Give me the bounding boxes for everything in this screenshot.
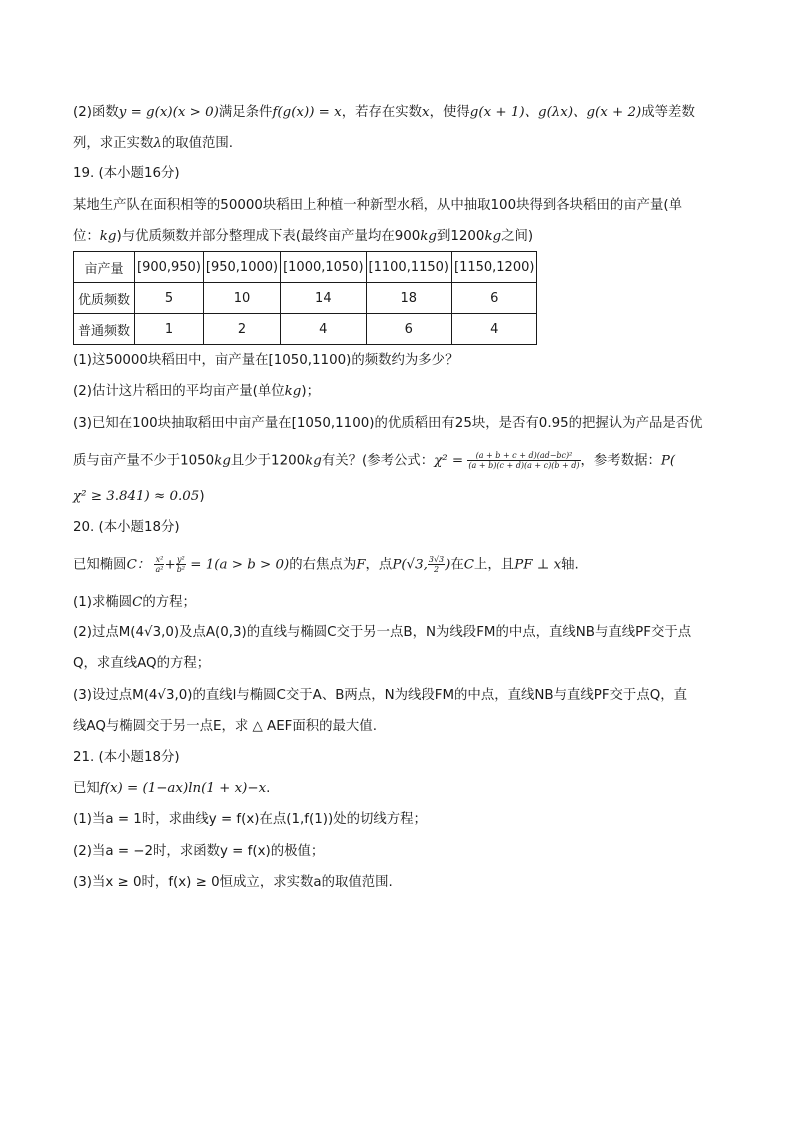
math: +: [164, 557, 176, 573]
text: ，使得: [429, 105, 470, 120]
chi-square-formula: [467, 451, 580, 470]
text: 有关？(参考公式：: [321, 453, 435, 469]
math: kg: [99, 229, 117, 244]
q18-part2-line2: [73, 135, 233, 153]
math: F: [356, 557, 366, 573]
q21-part2: (2)当a = −2时，求函数y = f(x)的极值；: [73, 844, 325, 859]
q19-intro-line1: 某地生产队在面积相等的50000块稻田上种植一种新型水稻，从中抽取100块得到各块稻田的亩产量(单: [73, 198, 683, 213]
math: PF ⊥ x: [514, 557, 562, 573]
text: ，点: [365, 557, 393, 573]
q19-part3-line1: (3)已知在100块抽取稻田中亩产量在[1050,1100)的优质稻田有25块，是否有0.95的把握认为产品是否优: [73, 416, 703, 431]
math: ): [445, 557, 451, 573]
q19-part1: (1)这50000块稻田中，亩产量在[1050,1100)的频数约为多少？: [73, 353, 459, 368]
text: 已知: [73, 781, 100, 796]
math: C: [463, 557, 475, 573]
text: 质与亩产量不少于1050: [73, 453, 215, 469]
q18-part2-line1: [73, 104, 695, 122]
math: P(√3,: [392, 557, 428, 573]
math: = 1(a > b > 0): [190, 557, 290, 573]
math: kg: [420, 229, 437, 244]
table-cell: 1: [135, 314, 204, 345]
table-cell: [1150,1200): [452, 252, 537, 283]
text: 的右焦点为: [289, 557, 357, 573]
math: C: [132, 595, 143, 610]
table-cell: 2: [203, 314, 280, 345]
q20-header: 20. (本小题18分): [73, 520, 180, 535]
table-cell: [1100,1150): [366, 252, 451, 283]
math: λ: [153, 136, 162, 151]
math: g(x + 1)、g(λx)、g(x + 2): [469, 105, 642, 120]
text: 到1200: [436, 229, 485, 244]
math: C：: [126, 557, 151, 573]
text: (2)函数: [73, 105, 119, 120]
table-cell: 6: [366, 314, 451, 345]
q21-part3: (3)当x ≥ 0时，f(x) ≥ 0恒成立，求实数a的取值范围.: [73, 875, 393, 890]
yield-table: [73, 251, 537, 345]
text: 在: [450, 557, 464, 573]
text: ): [199, 489, 205, 504]
q19-part3-line2: [73, 451, 675, 471]
text: 的取值范围.: [161, 136, 234, 151]
math: χ² =: [434, 453, 464, 469]
fraction: [154, 555, 164, 574]
q20-part3-line2: 线AQ与椭圆交于另一点E，求 △ AEF面积的最大值.: [73, 719, 377, 734]
table-cell: 普通频数: [74, 314, 135, 345]
q20-intro: [73, 555, 579, 575]
q19-part3-line3: [73, 488, 205, 506]
text: (2)估计这片稻田的平均亩产量(单位: [73, 384, 285, 399]
fraction-numerator: y²: [176, 555, 185, 564]
math: f(x) = (1−ax)ln(1 + x)−x: [99, 781, 267, 796]
fraction-denominator: 2: [433, 565, 440, 574]
math: kg: [305, 453, 322, 469]
table-cell: 5: [135, 283, 204, 314]
table-row: [74, 283, 537, 314]
text: 轴.: [561, 557, 579, 573]
text: 满足条件: [218, 105, 273, 120]
text: (1)求椭圆: [73, 595, 133, 610]
text: 已知椭圆: [73, 557, 127, 573]
math: kg: [214, 453, 231, 469]
text: 上，且: [474, 557, 515, 573]
fraction-numerator: x²: [155, 555, 164, 564]
table-cell: 4: [452, 314, 537, 345]
text: )与优质频数并部分整理成下表(最终亩产量均在900: [116, 229, 421, 244]
text: ，参考数据：: [580, 453, 661, 469]
table-cell: 优质频数: [74, 283, 135, 314]
text: 的方程；: [142, 595, 196, 610]
fraction-denominator: b²: [176, 565, 186, 574]
table-cell: 18: [366, 283, 451, 314]
table-cell: 14: [281, 283, 366, 314]
math: kg: [484, 229, 502, 244]
text: .: [266, 781, 271, 796]
text: 且少于1200: [230, 453, 306, 469]
text: )；: [301, 384, 320, 399]
q19-header: 19. (本小题16分): [73, 166, 180, 181]
fraction: [428, 555, 445, 574]
table-cell: 6: [452, 283, 537, 314]
q21-part1: (1)当a = 1时，求曲线y = f(x)在点(1,f(1))处的切线方程；: [73, 812, 427, 827]
math: y = g(x)(x > 0): [118, 105, 219, 120]
math: f(g(x)) = x: [272, 105, 342, 120]
q21-intro: [73, 780, 270, 798]
text: 成等差数: [641, 105, 695, 120]
q20-part3-line1: (3)设过点M(4√3,0)的直线l与椭圆C交于A、B两点，N为线段FM的中点，直线NB与直线PF交于点Q，直: [73, 688, 688, 703]
table-cell: 4: [281, 314, 366, 345]
q21-header: 21. (本小题18分): [73, 750, 180, 765]
text: 之间): [501, 229, 534, 244]
q20-part1: [73, 594, 196, 612]
q19-part2: [73, 383, 320, 401]
q20-part2-line1: (2)过点M(4√3,0)及点A(0,3)的直线与椭圆C交于另一点B，N为线段FM的中点，直线NB与直线PF交于点: [73, 625, 692, 640]
table-cell: [950,1000): [203, 252, 280, 283]
text: 位：: [73, 229, 100, 244]
table-cell: [900,950): [135, 252, 204, 283]
fraction-numerator: (a + b + c + d)(ad−bc)²: [467, 451, 580, 461]
table-cell: 10: [203, 283, 280, 314]
fraction-denominator: (a + b)(c + d)(a + c)(b + d): [468, 461, 580, 470]
table-cell: 亩产量: [74, 252, 135, 283]
q19-intro-line2: [73, 228, 533, 246]
table-header-row: [74, 252, 537, 283]
q20-part2-line2: Q，求直线AQ的方程；: [73, 656, 211, 671]
math: χ² ≥ 3.841) ≈ 0.05: [73, 489, 200, 504]
fraction: [176, 555, 186, 574]
math: kg: [284, 384, 302, 399]
table-cell: [1000,1050): [281, 252, 366, 283]
math: x: [422, 105, 430, 120]
text: ，若存在实数: [341, 105, 423, 120]
table-row: [74, 314, 537, 345]
fraction-numerator: 3√3: [428, 555, 445, 564]
fraction-denominator: a²: [155, 565, 164, 574]
math: P(: [660, 453, 676, 469]
text: 列，求正实数: [73, 136, 154, 151]
